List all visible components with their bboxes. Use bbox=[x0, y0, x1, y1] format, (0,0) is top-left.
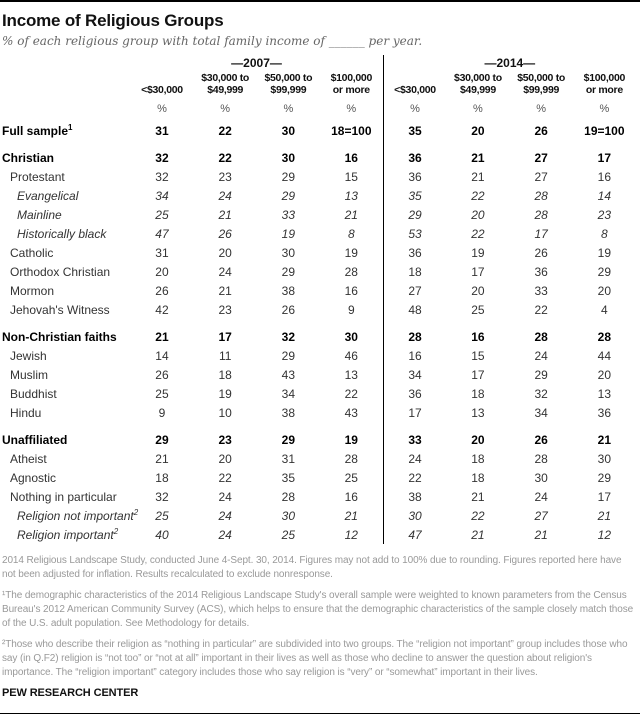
value-cell: 23 bbox=[218, 302, 232, 317]
value-cell: 32 bbox=[534, 386, 548, 401]
value-cell: 13 bbox=[471, 405, 485, 420]
value-cell: 16 bbox=[471, 329, 485, 344]
column-header-line2: or more bbox=[585, 84, 623, 96]
value-cell: 22 bbox=[471, 226, 485, 241]
row-label: Mainline bbox=[17, 207, 62, 222]
value-cell: 28 bbox=[320, 449, 383, 468]
column-header bbox=[510, 70, 573, 97]
value-cell: 12 bbox=[597, 527, 612, 542]
value-cell: 29 bbox=[281, 169, 296, 184]
value-cell: 14 bbox=[155, 348, 169, 363]
value-cell: 29 bbox=[281, 188, 296, 203]
table-row bbox=[2, 262, 636, 281]
value-cell: 40 bbox=[155, 527, 169, 542]
value-cell: 18 bbox=[155, 470, 169, 485]
value-cell: 43 bbox=[281, 367, 296, 382]
value-cell: 20 bbox=[155, 264, 169, 279]
value-cell: 19=100 bbox=[584, 123, 625, 138]
value-cell: 20 bbox=[218, 451, 232, 466]
corner-cell bbox=[2, 70, 130, 97]
percent-symbol: % bbox=[536, 103, 547, 115]
value-cell: 36 bbox=[408, 386, 422, 401]
value-cell: 13 bbox=[597, 386, 612, 401]
column-header-line1: $50,000 to bbox=[264, 72, 313, 84]
spacer-cell bbox=[383, 422, 636, 430]
value-cell: 21 bbox=[597, 508, 612, 523]
value-cell: 19 bbox=[281, 226, 296, 241]
value-cell: 22 bbox=[320, 384, 383, 403]
value-cell: 27 bbox=[534, 150, 548, 165]
column-header-line1: $50,000 to bbox=[517, 72, 566, 84]
value-cell: 26 bbox=[534, 245, 548, 260]
value-cell: 26 bbox=[534, 432, 548, 447]
value-cell: 12 bbox=[320, 525, 383, 544]
value-cell: 33 bbox=[408, 432, 422, 447]
footnotes bbox=[2, 554, 636, 680]
value-cell: 13 bbox=[320, 186, 383, 205]
percent-symbol: % bbox=[473, 103, 483, 115]
value-cell: 44 bbox=[597, 348, 612, 363]
value-cell: 36 bbox=[597, 405, 612, 420]
table-row bbox=[2, 224, 636, 243]
value-cell: 30 bbox=[281, 508, 296, 523]
value-cell: 19 bbox=[218, 386, 232, 401]
value-cell: 34 bbox=[534, 405, 548, 420]
row-label: Christian bbox=[2, 150, 55, 165]
value-cell: 34 bbox=[155, 188, 169, 203]
table-row bbox=[2, 365, 636, 384]
value-cell: 19 bbox=[597, 245, 612, 260]
value-cell: 20 bbox=[218, 245, 232, 260]
table-row bbox=[2, 300, 636, 319]
value-cell: 32 bbox=[155, 150, 169, 165]
table-row bbox=[2, 468, 636, 487]
value-cell: 20 bbox=[597, 283, 612, 298]
table-row bbox=[2, 281, 636, 300]
value-cell: 19 bbox=[320, 430, 383, 449]
value-cell: 20 bbox=[471, 283, 485, 298]
row-label: Orthodox Christian bbox=[10, 264, 111, 279]
value-cell: 8 bbox=[320, 224, 383, 243]
value-cell: 21 bbox=[218, 207, 232, 222]
value-cell: 22 bbox=[218, 123, 232, 138]
value-cell: 21 bbox=[471, 169, 485, 184]
value-cell: 26 bbox=[218, 226, 232, 241]
value-cell: 25 bbox=[320, 468, 383, 487]
value-cell: 31 bbox=[155, 245, 169, 260]
source-label: PEW RESEARCH CENTER bbox=[2, 687, 139, 699]
value-cell: 28 bbox=[408, 329, 422, 344]
spacer-row bbox=[2, 422, 636, 430]
year-header-row bbox=[2, 55, 636, 70]
value-cell: 23 bbox=[218, 432, 232, 447]
value-cell: 22 bbox=[218, 470, 232, 485]
percent-symbol: % bbox=[283, 103, 294, 115]
value-cell: 20 bbox=[471, 207, 485, 222]
column-header-line1: $100,000 bbox=[583, 72, 626, 84]
value-cell: 8 bbox=[601, 226, 608, 241]
value-cell: 22 bbox=[471, 508, 485, 523]
row-label: Historically black bbox=[17, 226, 107, 241]
value-cell: 47 bbox=[408, 527, 422, 542]
table-row bbox=[2, 327, 636, 346]
value-cell: 13 bbox=[320, 365, 383, 384]
value-cell: 23 bbox=[597, 207, 612, 222]
value-cell: 14 bbox=[597, 188, 612, 203]
value-cell: 35 bbox=[408, 188, 422, 203]
value-cell: 28 bbox=[281, 489, 296, 504]
percent-symbol: % bbox=[220, 103, 231, 115]
table-row bbox=[2, 121, 636, 140]
footnote: ²Those who describe their religion as “nothing in particular” are subdivided into two groups. The “religion not important” group includes those who say (in Q.F2) religion is “not too” or “not at all” important in their lives as well as those who decline to answer the question about religion's importance. The “religion important” category includes those who say religion is “very” or “somewhat” important in their lives. bbox=[2, 639, 628, 678]
value-cell: 21 bbox=[471, 150, 485, 165]
value-cell: 20 bbox=[471, 123, 485, 138]
value-cell: 16 bbox=[320, 487, 383, 506]
value-cell: 24 bbox=[218, 527, 232, 542]
corner-cell bbox=[2, 55, 130, 70]
spacer-cell bbox=[2, 140, 383, 148]
table-row bbox=[2, 525, 636, 544]
value-cell: 25 bbox=[155, 508, 169, 523]
value-cell: 25 bbox=[281, 527, 296, 542]
value-cell: 22 bbox=[408, 470, 422, 485]
row-label: Evangelical bbox=[17, 188, 79, 203]
table-row bbox=[2, 403, 636, 422]
income-table bbox=[2, 55, 636, 544]
column-header bbox=[446, 70, 509, 97]
value-cell: 28 bbox=[320, 262, 383, 281]
value-cell: 36 bbox=[534, 264, 548, 279]
value-cell: 26 bbox=[155, 367, 169, 382]
value-cell: 23 bbox=[218, 169, 232, 184]
value-cell: 47 bbox=[155, 226, 169, 241]
row-label: Agnostic bbox=[10, 470, 57, 485]
value-cell: 17 bbox=[471, 264, 485, 279]
value-cell: 26 bbox=[281, 302, 296, 317]
value-cell: 29 bbox=[281, 348, 296, 363]
value-cell: 25 bbox=[155, 207, 169, 222]
row-label: Unaffiliated bbox=[2, 432, 68, 447]
percent-symbol: % bbox=[599, 103, 610, 115]
value-cell: 32 bbox=[281, 329, 296, 344]
row-label: Atheist bbox=[10, 451, 47, 466]
corner-cell bbox=[2, 97, 130, 121]
percent-symbol: % bbox=[410, 103, 420, 115]
column-header-row bbox=[2, 70, 636, 97]
value-cell: 17 bbox=[534, 226, 548, 241]
value-cell: 18 bbox=[471, 386, 485, 401]
value-cell: 46 bbox=[320, 346, 383, 365]
table-row bbox=[2, 346, 636, 365]
value-cell: 19 bbox=[471, 245, 485, 260]
value-cell: 24 bbox=[408, 451, 422, 466]
value-cell: 42 bbox=[155, 302, 169, 317]
row-label: Non-Christian faiths bbox=[2, 329, 117, 344]
value-cell: 27 bbox=[408, 283, 422, 298]
value-cell: 21 bbox=[534, 527, 548, 542]
value-cell: 32 bbox=[155, 489, 169, 504]
row-label: Buddhist bbox=[10, 386, 57, 401]
value-cell: 10 bbox=[218, 405, 232, 420]
value-cell: 53 bbox=[408, 226, 422, 241]
value-cell: 34 bbox=[408, 367, 422, 382]
value-cell: 17 bbox=[218, 329, 232, 344]
value-cell: 4 bbox=[601, 302, 608, 317]
value-cell: 29 bbox=[408, 207, 422, 222]
value-cell: 15 bbox=[471, 348, 485, 363]
table-row bbox=[2, 205, 636, 224]
column-header-line2: <$30,000 bbox=[394, 84, 436, 96]
table-row bbox=[2, 506, 636, 525]
row-label: Full sample$^1$ bbox=[2, 122, 73, 138]
percent-symbol: % bbox=[320, 97, 383, 121]
column-header-line2: <$30,000 bbox=[141, 84, 183, 96]
value-cell: 35 bbox=[408, 123, 422, 138]
value-cell: 24 bbox=[534, 489, 548, 504]
column-header bbox=[194, 70, 257, 97]
value-cell: 28 bbox=[534, 207, 548, 222]
row-label: Religion important$^2$ bbox=[17, 526, 119, 542]
column-header bbox=[573, 70, 636, 97]
table-row bbox=[2, 487, 636, 506]
value-cell: 43 bbox=[320, 403, 383, 422]
value-cell: 33 bbox=[281, 207, 296, 222]
table-row bbox=[2, 243, 636, 262]
value-cell: 9 bbox=[158, 405, 166, 420]
page-title: Income of Religious Groups bbox=[2, 11, 224, 30]
bottom-rule bbox=[0, 713, 640, 714]
value-cell: 22 bbox=[534, 302, 548, 317]
table-row bbox=[2, 186, 636, 205]
value-cell: 26 bbox=[534, 123, 548, 138]
percent-row bbox=[2, 97, 636, 121]
percent-symbol: % bbox=[157, 103, 167, 115]
table-row bbox=[2, 148, 636, 167]
value-cell: 34 bbox=[281, 386, 296, 401]
value-cell: 29 bbox=[597, 470, 612, 485]
row-label: Catholic bbox=[10, 245, 54, 260]
column-header-line1: $30,000 to bbox=[454, 72, 502, 84]
spacer-cell bbox=[2, 422, 383, 430]
value-cell: 48 bbox=[408, 302, 422, 317]
value-cell: 30 bbox=[281, 150, 296, 165]
value-cell: 36 bbox=[408, 245, 422, 260]
row-label: Mormon bbox=[10, 283, 55, 298]
value-cell: 17 bbox=[408, 405, 422, 420]
value-cell: 22 bbox=[218, 150, 232, 165]
value-cell: 28 bbox=[534, 329, 548, 344]
footnote: 2014 Religious Landscape Study, conducted June 4-Sept. 30, 2014. Figures may not add to 100% due to rounding. Figures reported here have not been adjusted for inflation. Results recalculated to exclude nonresponse. bbox=[2, 555, 622, 580]
spacer-row bbox=[2, 319, 636, 327]
spacer-row bbox=[2, 140, 636, 148]
spacer-cell bbox=[2, 319, 383, 327]
page-subtitle: % of each religious group with total family income of ______ per year. bbox=[2, 34, 423, 48]
row-label: Jewish bbox=[10, 348, 47, 363]
value-cell: 21 bbox=[471, 527, 485, 542]
value-cell: 28 bbox=[534, 451, 548, 466]
top-rule bbox=[0, 0, 640, 2]
value-cell: 21 bbox=[218, 283, 232, 298]
value-cell: 29 bbox=[155, 432, 169, 447]
value-cell: 30 bbox=[281, 123, 296, 138]
spacer-cell bbox=[383, 140, 636, 148]
value-cell: 29 bbox=[281, 432, 296, 447]
value-cell: 27 bbox=[534, 508, 548, 523]
value-cell: 17 bbox=[471, 367, 485, 382]
value-cell: 28 bbox=[534, 188, 548, 203]
value-cell: 33 bbox=[534, 283, 548, 298]
value-cell: 30 bbox=[408, 508, 422, 523]
value-cell: 18 bbox=[218, 367, 232, 382]
row-label: Muslim bbox=[10, 367, 48, 382]
column-header bbox=[257, 70, 320, 97]
value-cell: 16 bbox=[320, 281, 383, 300]
spacer-cell bbox=[383, 319, 636, 327]
row-label: Protestant bbox=[10, 169, 65, 184]
value-cell: 21 bbox=[320, 205, 383, 224]
row-label: Hindu bbox=[10, 405, 42, 420]
value-cell: 20 bbox=[471, 432, 485, 447]
value-cell: 35 bbox=[281, 470, 296, 485]
value-cell: 30 bbox=[281, 245, 296, 260]
column-header-line2: $99,999 bbox=[523, 84, 560, 96]
value-cell: 30 bbox=[597, 451, 612, 466]
value-cell: 18=100 bbox=[320, 121, 383, 140]
footnote-marker: 2 bbox=[133, 507, 139, 517]
value-cell: 21 bbox=[471, 489, 485, 504]
value-cell: 38 bbox=[281, 405, 296, 420]
value-cell: 24 bbox=[218, 188, 232, 203]
value-cell: 25 bbox=[155, 386, 169, 401]
value-cell: 31 bbox=[281, 451, 296, 466]
value-cell: 24 bbox=[218, 264, 232, 279]
value-cell: 21 bbox=[597, 432, 612, 447]
value-cell: 29 bbox=[281, 264, 296, 279]
footnote-marker: 2 bbox=[113, 526, 119, 536]
value-cell: 11 bbox=[218, 348, 232, 363]
value-cell: 28 bbox=[597, 329, 612, 344]
value-cell: 18 bbox=[471, 451, 485, 466]
value-cell: 30 bbox=[534, 470, 548, 485]
value-cell: 21 bbox=[320, 506, 383, 525]
value-cell: 21 bbox=[155, 329, 169, 344]
value-cell: 26 bbox=[155, 283, 169, 298]
year-group-label: —2007— bbox=[130, 55, 383, 70]
value-cell: 36 bbox=[408, 150, 422, 165]
value-cell: 29 bbox=[534, 367, 548, 382]
row-label: Jehovah's Witness bbox=[10, 302, 110, 317]
value-cell: 17 bbox=[597, 150, 612, 165]
value-cell: 29 bbox=[597, 264, 612, 279]
value-cell: 20 bbox=[597, 367, 612, 382]
value-cell: 24 bbox=[218, 508, 232, 523]
table-row bbox=[2, 449, 636, 468]
value-cell: 18 bbox=[408, 264, 422, 279]
column-header bbox=[320, 70, 383, 97]
value-cell: 16 bbox=[408, 348, 422, 363]
value-cell: 31 bbox=[155, 123, 169, 138]
value-cell: 30 bbox=[320, 327, 383, 346]
value-cell: 38 bbox=[408, 489, 422, 504]
value-cell: 19 bbox=[320, 243, 383, 262]
column-header-line2: $99,999 bbox=[270, 84, 307, 96]
year-group-label: —2014— bbox=[484, 56, 536, 70]
column-header bbox=[130, 70, 193, 97]
value-cell: 38 bbox=[281, 283, 296, 298]
table-row bbox=[2, 384, 636, 403]
value-cell: 21 bbox=[155, 451, 169, 466]
column-header-line2: $49,999 bbox=[207, 84, 244, 96]
value-cell: 32 bbox=[155, 169, 169, 184]
footnote-marker: 1 bbox=[68, 122, 73, 132]
footnote: ¹The demographic characteristics of the 2014 Religious Landscape Study's overall sample were weighted to known parameters from the Census Bureau's 2012 American Community Survey (ACS), which helps to ensure that the demographic characteristics of the sample closely match those of the U.S. adult population. See Methodology for details. bbox=[2, 590, 634, 629]
value-cell: 27 bbox=[534, 169, 548, 184]
value-cell: 15 bbox=[320, 167, 383, 186]
column-header-line2: or more bbox=[332, 84, 370, 96]
value-cell: 16 bbox=[597, 169, 612, 184]
row-label: Religion not important$^2$ bbox=[17, 507, 139, 523]
column-header-line2: $49,999 bbox=[460, 84, 496, 96]
row-label: Nothing in particular bbox=[10, 489, 117, 504]
value-cell: 22 bbox=[471, 188, 485, 203]
value-cell: 17 bbox=[597, 489, 612, 504]
column-header bbox=[383, 70, 446, 97]
value-cell: 36 bbox=[408, 169, 422, 184]
table-row bbox=[2, 167, 636, 186]
table-row bbox=[2, 430, 636, 449]
value-cell: 24 bbox=[218, 489, 232, 504]
value-cell: 16 bbox=[320, 148, 383, 167]
value-cell: 25 bbox=[471, 302, 485, 317]
value-cell: 18 bbox=[471, 470, 485, 485]
value-cell: 24 bbox=[534, 348, 548, 363]
column-header-line1: $100,000 bbox=[330, 72, 372, 84]
column-header-line1: $30,000 to bbox=[201, 72, 250, 84]
value-cell: 9 bbox=[320, 300, 383, 319]
